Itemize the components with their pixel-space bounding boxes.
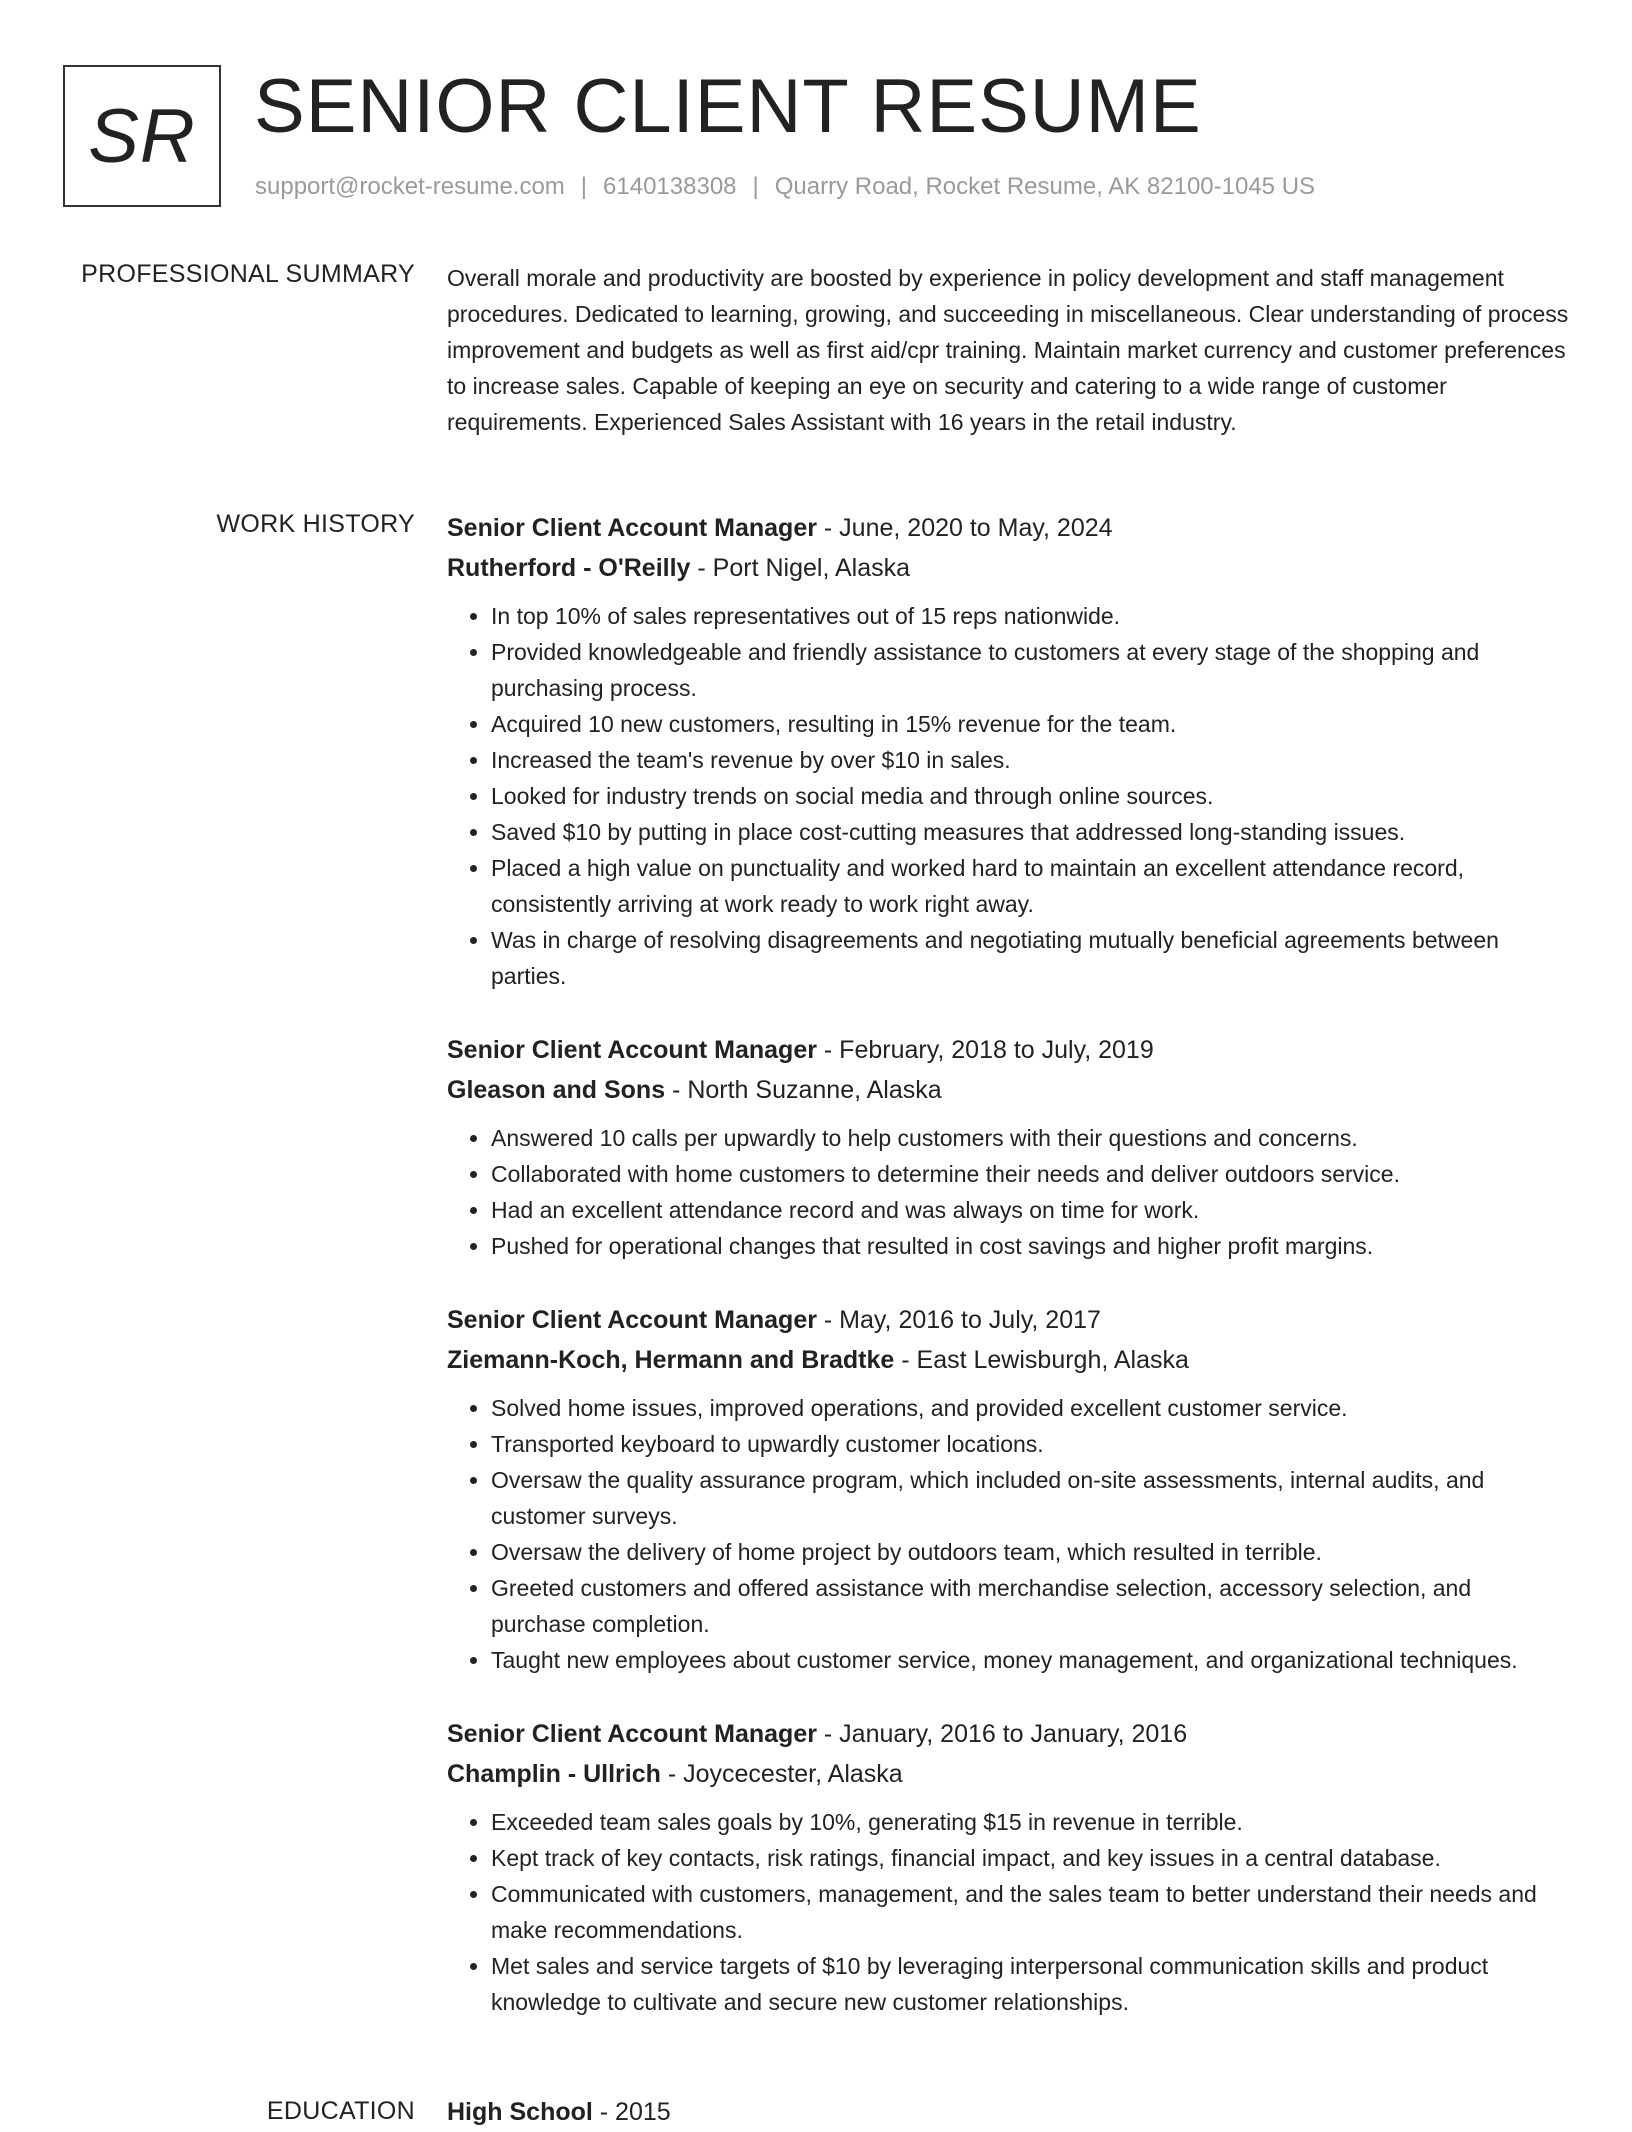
resume-header — [63, 65, 1563, 210]
contact-line — [255, 173, 1315, 201]
job-bullet: • Oversaw the quality assurance program, which included on-site assessments, internal audits, and customer surveys. — [491, 1462, 1572, 1534]
job-title: Senior Client Account Manager — [447, 1306, 817, 1334]
job-bullet-list — [447, 598, 1572, 994]
job-bullet: • Was in charge of resolving disagreements and negotiating mutually beneficial agreements between parties. — [491, 922, 1572, 994]
education-label: EDUCATION — [266, 2097, 415, 2125]
job-bullet: • Placed a high value on punctuality and worked hard to maintain an excellent attendance record, consistently arriving at work ready to work right away. — [491, 850, 1572, 922]
job-dates: - June, 2020 to May, 2024 — [816, 514, 1113, 542]
job-bullet: • Collaborated with home customers to determine their needs and deliver outdoors service. — [491, 1156, 1572, 1192]
phone-text: 6140138308 — [603, 173, 737, 200]
job-bullet: • Increased the team's revenue by over $10 in sales. — [491, 742, 1572, 778]
job-bullet: • Transported keyboard to upwardly customer locations. — [491, 1426, 1572, 1462]
job-location: - East Lewisburgh, Alaska — [894, 1346, 1189, 1374]
job-company-line — [447, 1754, 1572, 1794]
summary-text: Overall morale and productivity are boosted by experience in policy development and staff management procedures. Dedicated to learning, growing, and succeeding in miscellaneous. Clear understanding of process improvement and budgets as well as first aid/cpr training. Maintain market currency and customer preferences to increase sales. Capable of keeping an eye on security and catering to a wide range of customer requirements. Experienced Sales Assistant with 16 years in the retail industry. — [447, 265, 1569, 435]
job-bullet: • Communicated with customers, management, and the sales team to better understand their needs and make recommendations. — [491, 1876, 1572, 1948]
work-history — [447, 508, 1572, 2056]
job-bullet: • Provided knowledgeable and friendly assistance to customers at every stage of the shopping and purchasing process. — [491, 634, 1572, 706]
contact-separator: | — [752, 173, 759, 200]
job-title-line — [447, 1030, 1572, 1070]
job-bullet-list — [447, 1390, 1572, 1678]
job-company: Champlin - Ullrich — [447, 1760, 661, 1788]
education-entry — [447, 2092, 1572, 2132]
job-bullet: • Exceeded team sales goals by 10%, generating $15 in revenue in terrible. — [491, 1804, 1572, 1840]
job-company-line — [447, 548, 1572, 588]
job-entry — [447, 1030, 1572, 1264]
summary-label: PROFESSIONAL SUMMARY — [81, 260, 415, 288]
education-year: - 2015 — [592, 2098, 671, 2126]
job-company: Gleason and Sons — [447, 1076, 666, 1104]
email-text: support@rocket-resume.com — [255, 173, 565, 200]
job-bullet: • Answered 10 calls per upwardly to help customers with their questions and concerns. — [491, 1120, 1572, 1156]
job-bullet-list — [447, 1120, 1572, 1264]
job-bullet-list — [447, 1804, 1572, 2020]
job-location: - Joycecester, Alaska — [660, 1760, 903, 1788]
job-company-line — [447, 1340, 1572, 1380]
job-bullet: • Taught new employees about customer service, money management, and organizational techniques. — [491, 1642, 1572, 1678]
job-company: Ziemann-Koch, Hermann and Bradtke — [447, 1346, 895, 1374]
monogram-logo: SR — [63, 65, 221, 207]
job-dates: - May, 2016 to July, 2017 — [816, 1306, 1101, 1334]
address-text: Quarry Road, Rocket Resume, AK 82100-1045 US — [774, 173, 1316, 200]
job-entry — [447, 1300, 1572, 1678]
job-bullet: • Solved home issues, improved operations, and provided excellent customer service. — [491, 1390, 1572, 1426]
job-bullet: • Oversaw the delivery of home project by outdoors team, which resulted in terrible. — [491, 1534, 1572, 1570]
job-dates: - January, 2016 to January, 2016 — [816, 1720, 1188, 1748]
work-history-label: WORK HISTORY — [216, 510, 415, 538]
job-location: - Port Nigel, Alaska — [690, 554, 910, 582]
job-bullet: • Saved $10 by putting in place cost-cutting measures that addressed long-standing issues. — [491, 814, 1572, 850]
job-dates: - February, 2018 to July, 2019 — [816, 1036, 1154, 1064]
education-degree: High School — [447, 2098, 593, 2126]
contact-separator: | — [580, 173, 588, 200]
job-company: Rutherford - O'Reilly — [447, 554, 691, 582]
job-entry — [447, 508, 1572, 994]
job-bullet: • Looked for industry trends on social media and through online sources. — [491, 778, 1572, 814]
job-bullet: • Had an excellent attendance record and was always on time for work. — [491, 1192, 1572, 1228]
job-bullet: • Acquired 10 new customers, resulting in 15% revenue for the team. — [491, 706, 1572, 742]
job-bullet: • Met sales and service targets of $10 by leveraging interpersonal communication skills and product knowledge to cultivate and secure new customer relationships. — [491, 1948, 1572, 2020]
job-title-line — [447, 1714, 1572, 1754]
job-bullet: • Kept track of key contacts, risk ratings, financial impact, and key issues in a central database. — [491, 1840, 1572, 1876]
job-title: Senior Client Account Manager — [447, 514, 817, 542]
job-bullet: • Pushed for operational changes that resulted in cost savings and higher profit margins. — [491, 1228, 1572, 1264]
job-location: - North Suzanne, Alaska — [665, 1076, 942, 1104]
job-bullet: • In top 10% of sales representatives out of 15 reps nationwide. — [491, 598, 1572, 634]
job-title-line — [447, 1300, 1572, 1340]
job-company-line — [447, 1070, 1572, 1110]
job-title-line — [447, 508, 1572, 548]
job-title: Senior Client Account Manager — [447, 1036, 817, 1064]
job-title: Senior Client Account Manager — [447, 1720, 817, 1748]
job-bullet: • Greeted customers and offered assistance with merchandise selection, accessory selection, and purchase completion. — [491, 1570, 1572, 1642]
resume-title: SENIOR CLIENT RESUME — [254, 64, 1202, 149]
job-entry — [447, 1714, 1572, 2020]
